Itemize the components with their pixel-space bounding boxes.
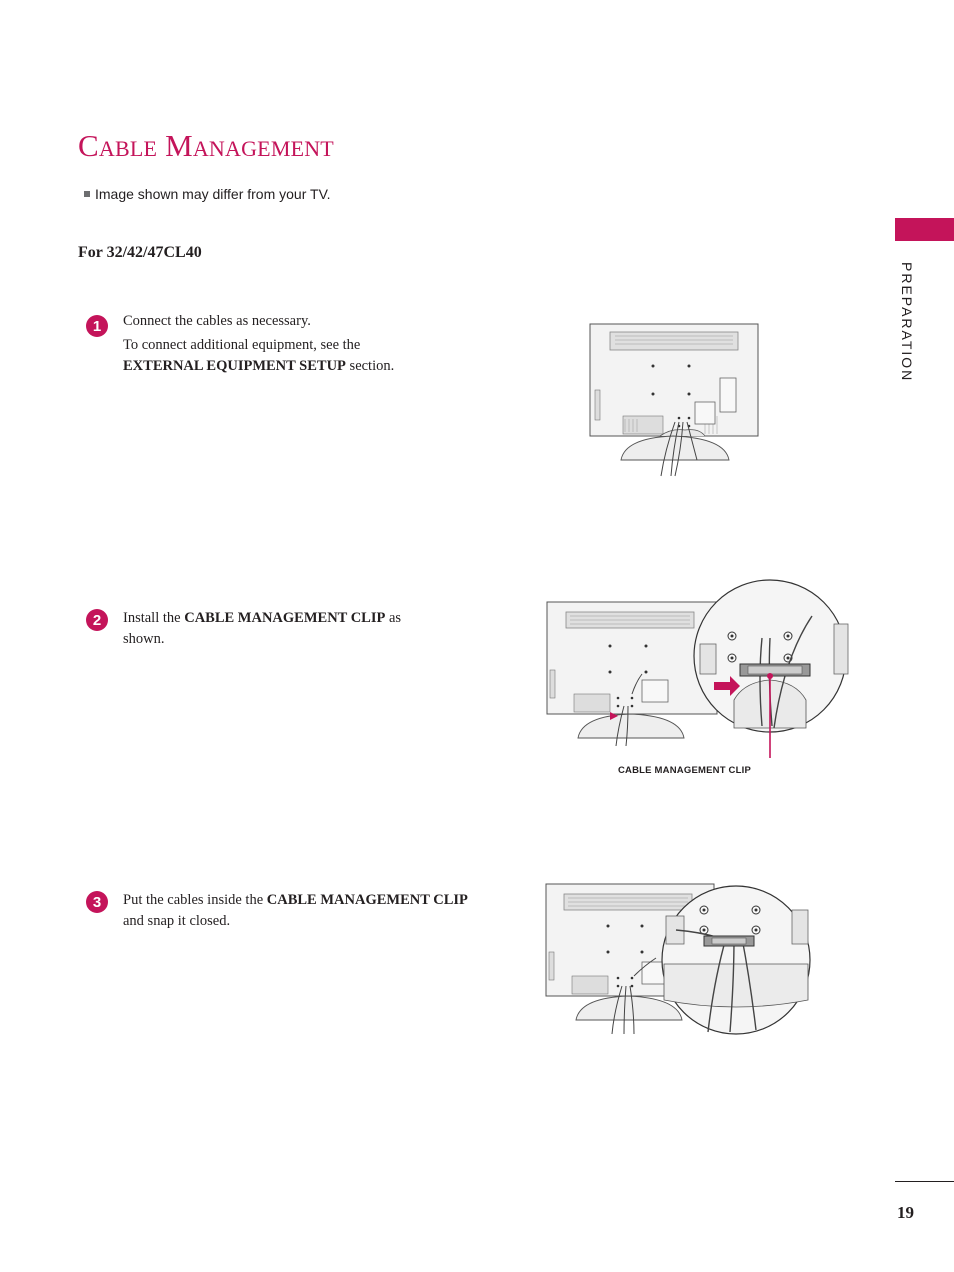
step-3-text: Put the cables inside the CABLE MANAGEMENT CLIP and snap it closed. <box>123 892 468 929</box>
step-3-badge: 3 <box>86 891 108 913</box>
section-tab-label: PREPARATION <box>899 262 915 383</box>
step-1-badge: 1 <box>86 315 108 337</box>
step-2-text: Install the CABLE MANAGEMENT CLIP as shown. <box>123 610 402 647</box>
page-title: Cable Management <box>78 128 334 163</box>
bullet-square-icon <box>84 191 90 197</box>
page-number: 19 <box>897 1203 914 1222</box>
step-2-badge: 2 <box>86 609 108 631</box>
tv-back-figure-1 <box>585 320 765 480</box>
clip-callout-label: CABLE MANAGEMENT CLIP <box>618 765 751 776</box>
model-heading: For 32/42/47CL40 <box>78 244 202 261</box>
footer-rule <box>895 1181 954 1182</box>
step-1-text: Connect the cables as necessary. To connect additional equipment, see the EXTERNAL EQUIPMENT SETUP section. <box>123 313 395 374</box>
tv-back-figure-2 <box>544 578 854 758</box>
section-tab <box>895 218 954 241</box>
tv-back-figure-3 <box>544 880 816 1040</box>
image-note: Image shown may differ from your TV. <box>84 186 331 202</box>
